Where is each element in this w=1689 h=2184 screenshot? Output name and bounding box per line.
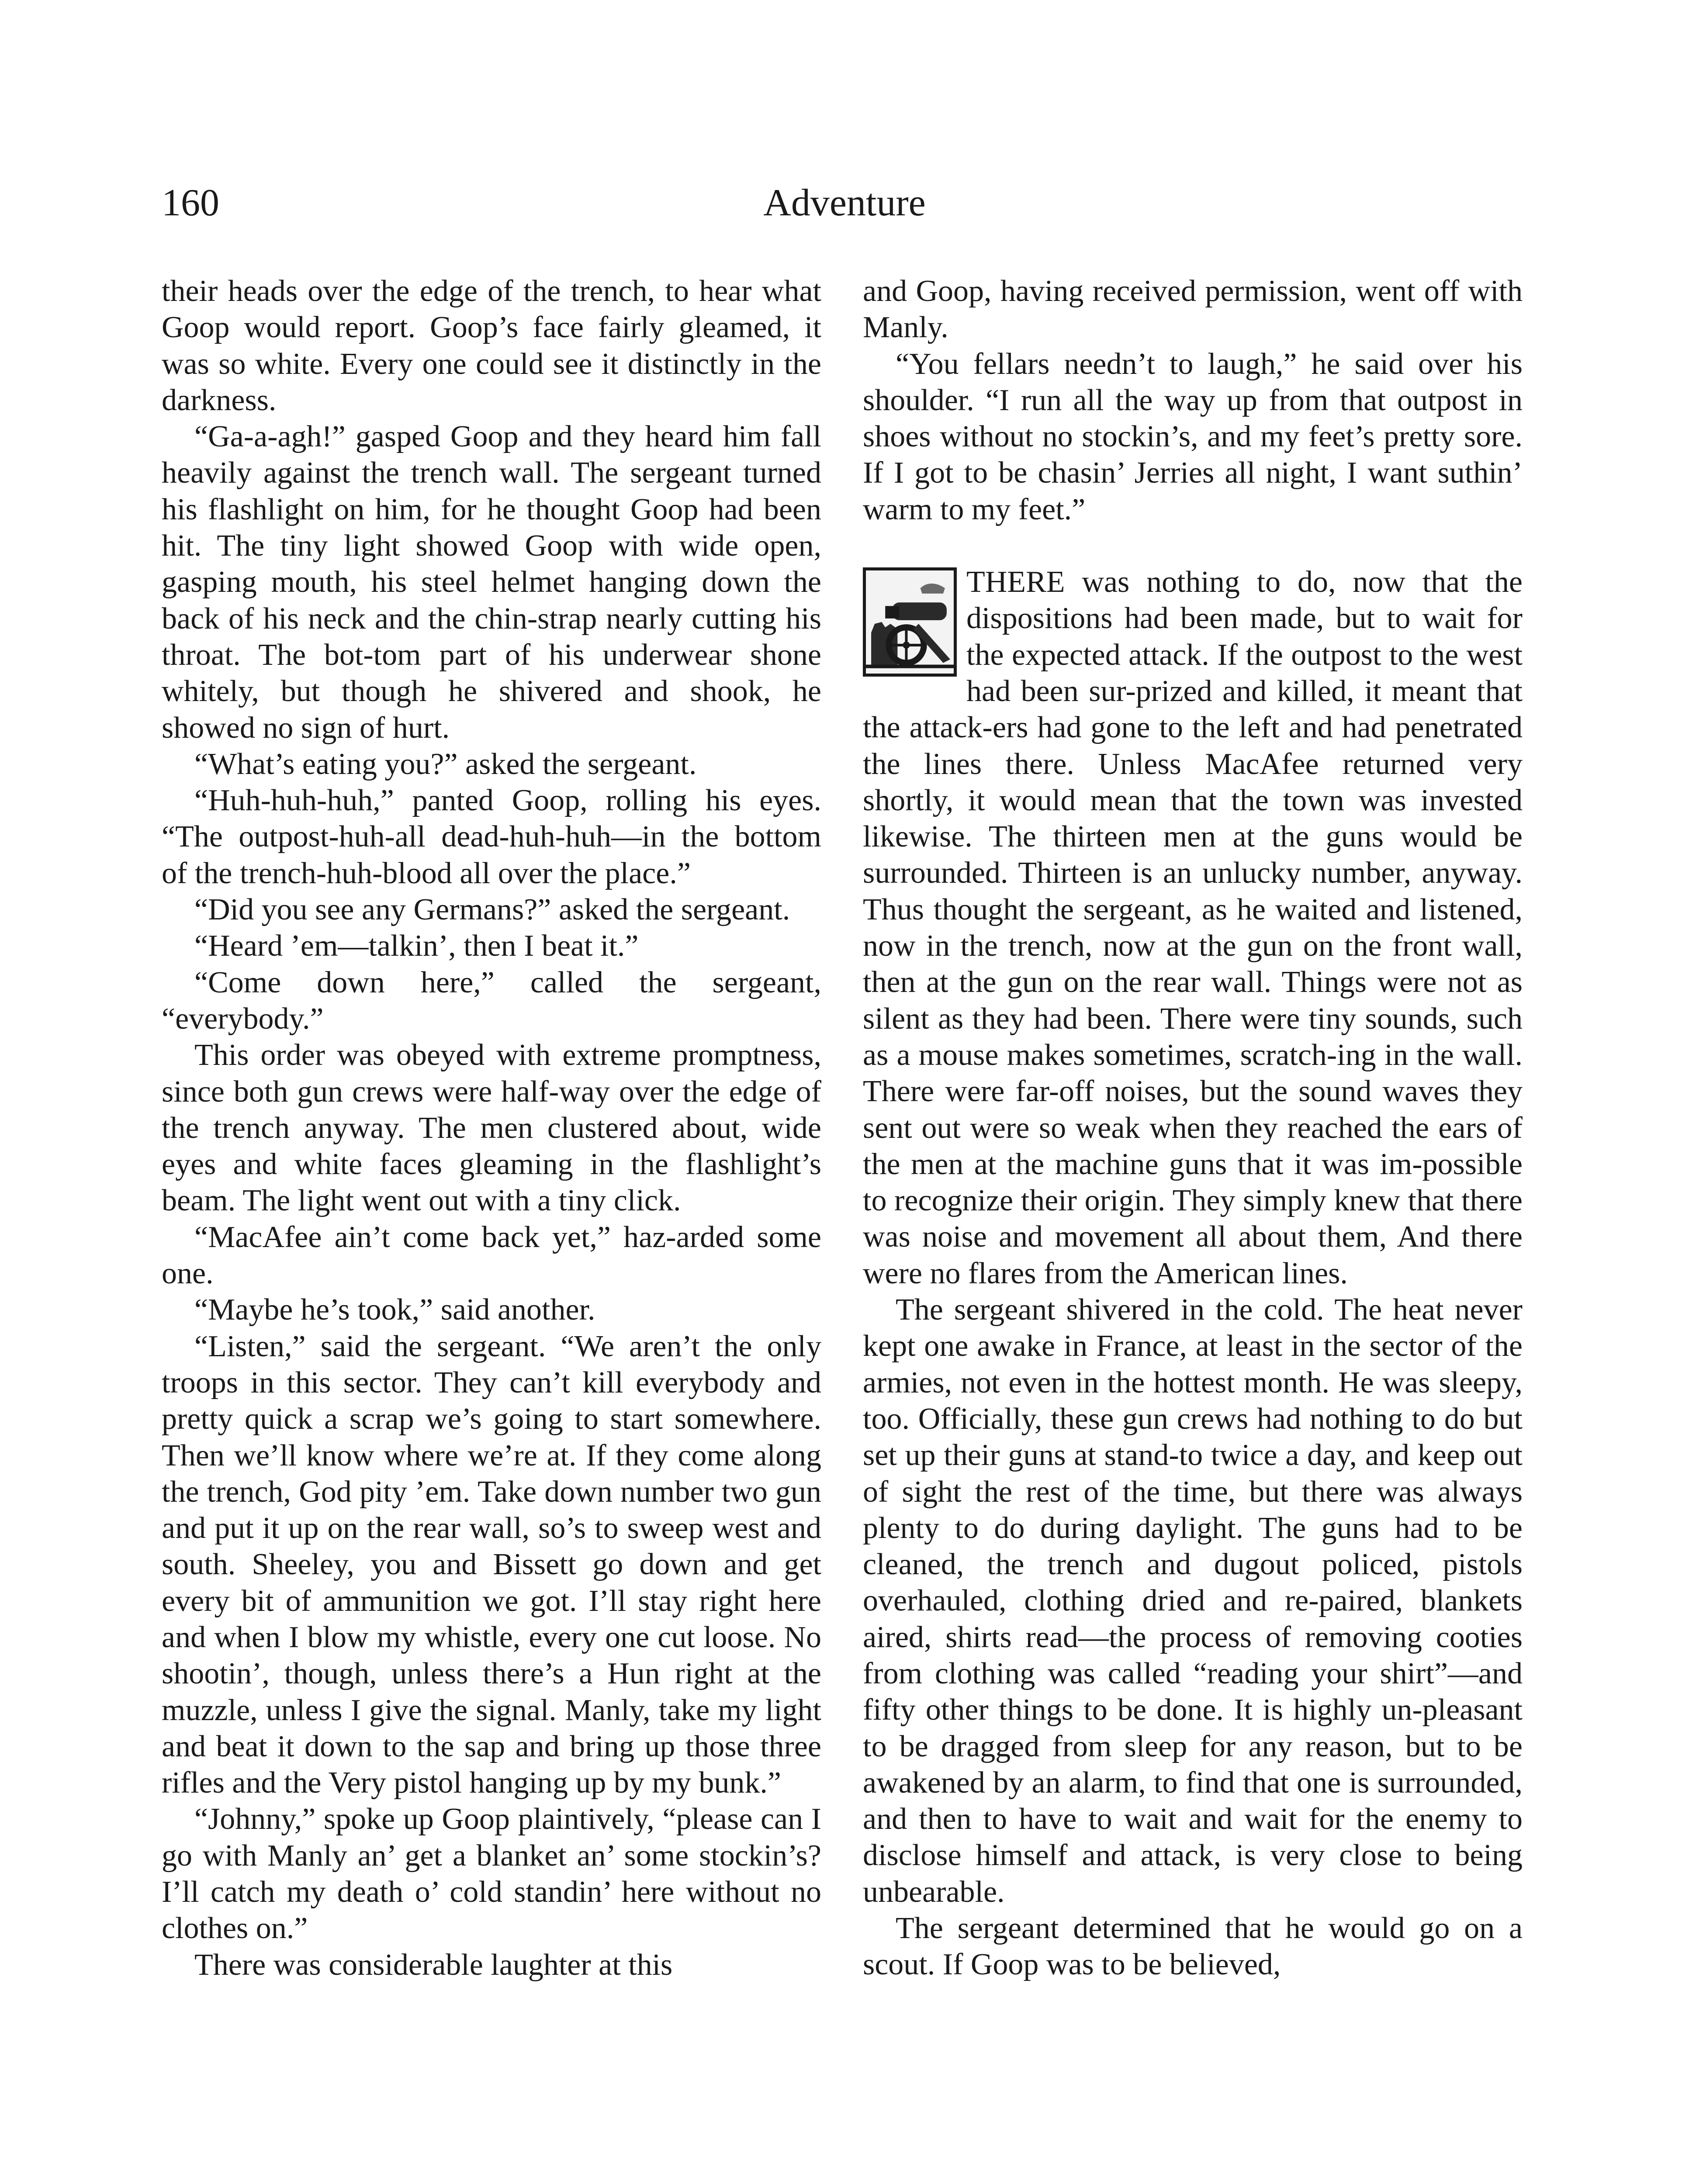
running-title: Adventure bbox=[763, 182, 926, 224]
paragraph: “Did you see any Germans?” asked the sergeant. bbox=[194, 893, 790, 927]
paragraph: “Heard ’em—talkin’, then I beat it.” bbox=[194, 929, 639, 963]
paragraph: “Ga-a-agh!” gasped Goop and they heard him fall heavily against the trench wall. The sergeant turned his flashlight on him, for he thought Goop had been hit. The tiny light showed Goop with wide open, gasping mouth, his steel helmet hanging down the back of his neck and the chin-strap nearly cutting his throat. The bot-tom part of his underwear shone whitely, but though he shivered and shook, he showed no sign of hurt. bbox=[162, 420, 821, 745]
paragraph: and Goop, having received permission, went off with Manly. bbox=[863, 274, 1523, 345]
paragraph: “Come down here,” called the sergeant, “everybody.” bbox=[162, 965, 821, 1036]
section-opening-paragraph: THERE was nothing to do, now that the dispositions had been made, but to wait for the expected attack. If the outpost to the west had been sur-prized and killed, it meant that the attack-ers had gone to the left and had penetrated the lines there. Unless MacAfee returned very shortly, it would mean that the town was invested likewise. The thirteen men at the guns would be surrounded. Thirteen is an unlucky number, anyway. Thus thought the sergeant, as he waited and listened, now in the trench, now at the gun on the front wall, then at the gun on the rear wall. Things were not as silent as they had been. There were tiny sounds, such as a mouse makes sometimes, scratch-ing in the wall. There were far-off noises, but the sound waves they sent out were so weak when they reached the ears of the men at the machine guns that it was im-possible to recognize their origin. They simply knew that there was noise and movement all about them, And there were no flares from the American lines. bbox=[863, 565, 1523, 1290]
paragraph: “You fellars needn’t to laugh,” he said over his shoulder. “I run all the way up from that outpost in shoes without no stockin’s, and my feet’s pretty sore. If I got to be chasin’ Jerries all night, I want suthin’ warm to my feet.” bbox=[863, 347, 1523, 526]
right-column bbox=[863, 273, 1523, 1983]
paragraph: “Maybe he’s took,” said another. bbox=[194, 1293, 595, 1327]
section-break bbox=[863, 564, 1523, 1292]
page-header bbox=[162, 175, 1527, 232]
paragraph: There was considerable laughter at this bbox=[194, 1948, 673, 1982]
paragraph: The sergeant determined that he would go on a scout. If Goop was to be believed, bbox=[863, 1911, 1523, 1982]
cannon-illustration-icon bbox=[863, 567, 957, 677]
paragraph: “What’s eating you?” asked the sergeant. bbox=[194, 747, 697, 781]
paragraph: “Listen,” said the sergeant. “We aren’t the only troops in this sector. They can’t kill everybody and pretty quick a scrap we’s going to start somewhere. Then we’ll know where we’re at. If they come along the trench, God pity ’em. Take down number two gun and put it up on the rear wall, so’s to sweep west and south. Sheeley, you and Bissett go down and get every bit of ammunition we got. I’ll stay right here and when I blow my whistle, every one cut loose. No shootin’, though, unless there’s a Hun right at the muzzle, unless I give the signal. Manly, take my light and beat it down to the sap and bring up those three rifles and the Very pistol hanging up by my bunk.” bbox=[162, 1329, 821, 1800]
paragraph: “Johnny,” spoke up Goop plaintively, “please can I go with Manly an’ get a blanket an’ some stockin’s? I’ll catch my death o’ cold standin’ here without no clothes on.” bbox=[162, 1802, 821, 1946]
paragraph: “Huh-huh-huh,” panted Goop, rolling his eyes. “The outpost-huh-all dead-huh-huh—in the bottom of the trench-huh-blood all over the place.” bbox=[162, 784, 821, 890]
paragraph: their heads over the edge of the trench, to hear what Goop would report. Goop’s face fairly gleamed, it was so white. Every one could see it distinctly in the darkness. bbox=[162, 274, 821, 417]
page-number: 160 bbox=[162, 182, 219, 224]
paragraph: This order was obeyed with extreme promptness, since both gun crews were half-way over the edge of the trench anyway. The men clustered about, wide eyes and white faces gleaming in the flashlight’s beam. The light went out with a tiny click. bbox=[162, 1038, 821, 1218]
left-column bbox=[162, 273, 821, 1983]
paragraph: “MacAfee ain’t come back yet,” haz-arded some one. bbox=[162, 1220, 821, 1291]
paragraph: The sergeant shivered in the cold. The heat never kept one awake in France, at least in the sector of the armies, not even in the hottest month. He was sleepy, too. Officially, these gun crews had nothing to do but set up their guns at stand-to twice a day, and keep out of sight the rest of the time, but there was always plenty to do during daylight. The guns had to be cleaned, the trench and dugout policed, pistols overhauled, clothing dried and re-paired, blankets aired, shirts read—the process of removing cooties from clothing was called “reading your shirt”—and fifty other things to be done. It is highly un-pleasant to be dragged from sleep for any reason, but to be awakened by an alarm, to find that one is surrounded, and then to have to wait and wait for the enemy to disclose himself and attack, is very close to being unbearable. bbox=[863, 1293, 1523, 1909]
